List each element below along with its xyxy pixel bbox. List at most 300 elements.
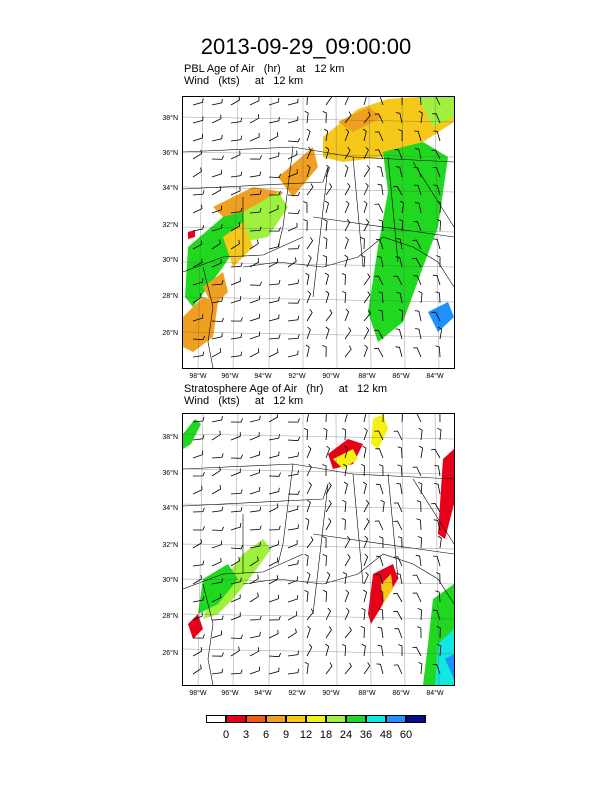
wind-barb: [231, 317, 243, 321]
wind-barb: [393, 521, 402, 530]
wind-barb: [342, 428, 346, 440]
lon-label: 90°W: [322, 373, 340, 380]
wind-barb: [269, 117, 279, 123]
colorbar-label: 12: [299, 729, 313, 741]
wind-barb: [288, 418, 300, 422]
wind-barb: [364, 292, 370, 304]
wind-barb: [345, 328, 351, 340]
wind-barb: [269, 349, 278, 358]
wind-barb: [231, 172, 242, 177]
wind-barb: [307, 644, 312, 656]
wind-barb: [269, 541, 278, 549]
lat-label: 30°N: [162, 577, 178, 584]
wind-barb: [376, 556, 383, 566]
wind-barb: [322, 465, 326, 477]
wind-barb: [250, 416, 260, 422]
wind-barb: [288, 595, 298, 602]
lat-label: 30°N: [162, 257, 178, 264]
wind-barb: [397, 483, 403, 494]
colorbar-swatch: [266, 715, 286, 723]
colorbar-swatch: [306, 715, 326, 723]
lon-label: 96°W: [221, 373, 239, 380]
wind-barb: [193, 665, 201, 674]
wind-barb: [305, 590, 309, 602]
wind-barb: [250, 282, 262, 286]
lat-label: 36°N: [162, 150, 178, 157]
wind-barb: [307, 446, 311, 458]
wind-barb: [364, 554, 368, 566]
wind-barb: [398, 645, 402, 657]
wind-barb: [212, 669, 223, 674]
stratosphere-age-map: [182, 413, 455, 686]
wind-barb: [193, 98, 203, 105]
lon-label: 98°W: [189, 373, 207, 380]
wind-barb: [231, 352, 242, 357]
wind-barb: [345, 536, 350, 548]
wind-barb: [307, 291, 311, 303]
wind-barb: [322, 537, 326, 549]
wind-barb: [378, 645, 383, 656]
wind-barb: [288, 116, 298, 123]
wind-barb: [345, 554, 350, 566]
lat-label: 32°N: [162, 542, 178, 549]
colorbar-label: 0: [222, 729, 230, 741]
wind-barb: [269, 557, 278, 566]
wind-barb: [304, 428, 308, 440]
lon-label: 92°W: [288, 373, 306, 380]
wind-barb: [288, 279, 299, 285]
wind-barb: [378, 627, 383, 638]
wind-barb: [415, 329, 421, 340]
wind-barb: [364, 518, 369, 530]
wind-barb: [363, 590, 366, 602]
wind-barb: [434, 483, 440, 494]
wind-barb: [375, 521, 383, 530]
wind-barb: [412, 647, 421, 656]
wind-barb: [269, 653, 281, 657]
lat-label: 32°N: [162, 222, 178, 229]
wind-barb: [413, 414, 421, 422]
wind-barb: [193, 486, 202, 494]
wind-barb: [364, 500, 369, 512]
wind-barb: [193, 134, 203, 141]
wind-barb: [345, 590, 349, 602]
wind-barb: [377, 167, 383, 177]
wind-barb: [250, 451, 260, 458]
wind-barb: [379, 465, 383, 476]
wind-barb: [250, 667, 260, 674]
lat-label: 28°N: [162, 613, 178, 620]
wind-barb: [250, 172, 261, 178]
wind-barb: [418, 536, 422, 548]
wind-barb: [416, 555, 421, 566]
colorbar-swatch: [346, 715, 366, 723]
strat-shading: [183, 414, 454, 685]
wind-barb: [393, 593, 402, 602]
lat-label: 28°N: [162, 293, 178, 300]
wind-barb: [326, 626, 332, 638]
lon-label: 90°W: [322, 690, 340, 697]
lat-label: 38°N: [162, 115, 178, 122]
lat-label: 36°N: [162, 470, 178, 477]
wind-barb: [231, 97, 240, 105]
wind-barb: [381, 500, 385, 512]
wind-barb: [269, 434, 280, 440]
wind-barb: [435, 465, 441, 476]
wind-barb: [364, 536, 368, 548]
wind-barb: [395, 329, 402, 339]
lon-label: 98°W: [189, 690, 207, 697]
wind-barb: [438, 536, 442, 548]
wind-barb: [250, 526, 261, 530]
wind-barb: [364, 327, 369, 339]
wind-barb: [436, 346, 441, 357]
lon-label: 94°W: [254, 690, 272, 697]
wind-barb: [364, 201, 367, 213]
colorbar-swatch: [206, 715, 226, 723]
colorbar-label: 48: [379, 729, 393, 741]
wind-barb: [307, 237, 313, 249]
wind-barb: [250, 647, 259, 656]
wind-barb: [288, 669, 299, 674]
wind-barb: [364, 572, 368, 584]
wind-barb: [433, 239, 440, 249]
page-title: 2013-09-29_09:00:00: [200, 34, 412, 59]
wind-barb: [269, 595, 279, 602]
wind-barb: [231, 296, 241, 303]
wind-barb: [342, 644, 346, 656]
colorbar-label: 60: [399, 729, 413, 741]
wind-barb: [212, 333, 222, 339]
wind-barb: [269, 174, 281, 178]
wind-barb: [212, 653, 224, 657]
wind-barb: [394, 629, 402, 638]
wind-barb: [345, 414, 348, 422]
wind-barb: [304, 97, 308, 105]
wind-barb: [326, 97, 332, 105]
wind-barb: [323, 590, 327, 602]
wind-barb: [250, 97, 259, 105]
wind-barb: [361, 626, 365, 638]
wind-barb: [345, 237, 348, 249]
wind-barb: [288, 611, 297, 620]
wind-barb: [419, 446, 423, 458]
wind-barb: [345, 608, 349, 620]
colorbar-swatch: [286, 715, 306, 723]
wind-barb: [364, 428, 367, 440]
wind-barb: [378, 184, 383, 195]
wind-barb: [288, 437, 300, 441]
wind-barb: [306, 518, 309, 530]
wind-barb: [288, 257, 296, 267]
wind-barb: [307, 609, 313, 620]
wind-barb: [364, 97, 367, 105]
wind-barb: [250, 469, 260, 476]
wind-barb: [399, 414, 403, 422]
wind-barb: [418, 662, 422, 674]
wind-barb: [231, 647, 239, 656]
wind-barb: [306, 345, 309, 357]
wind-barb: [231, 507, 242, 512]
wind-barb: [193, 526, 205, 530]
wind-barb: [269, 616, 280, 620]
lon-label: 84°W: [426, 690, 444, 697]
wind-barb: [326, 500, 331, 512]
wind-barb: [307, 309, 312, 321]
lon-label: 84°W: [426, 373, 444, 380]
wind-barb: [305, 554, 309, 566]
pbl-shading: [183, 97, 454, 352]
wind-barb: [415, 311, 421, 321]
lon-label: 88°W: [358, 690, 376, 697]
wind-barb: [193, 451, 203, 458]
wind-barb: [212, 541, 222, 548]
wind-barb: [269, 314, 279, 321]
wind-barb: [363, 414, 366, 422]
wind-barb: [362, 644, 366, 656]
wind-barb: [231, 635, 243, 639]
colorbar-swatch: [406, 715, 426, 723]
colorbar-swatch: [226, 715, 246, 723]
wind-barb: [363, 482, 366, 494]
wind-barb: [364, 345, 368, 357]
wind-barb: [250, 616, 261, 620]
wind-barb: [269, 452, 279, 459]
wind-barb: [212, 115, 221, 123]
wind-barb: [342, 273, 346, 285]
wind-barb: [212, 170, 222, 177]
wind-barb: [437, 428, 441, 440]
wind-barb: [397, 465, 402, 476]
lat-label: 34°N: [162, 185, 178, 192]
colorbar-swatch: [386, 715, 406, 723]
wind-barb: [342, 518, 346, 530]
panel1-wind-label: Wind (kts) at 12 km: [184, 75, 304, 87]
wind-barb: [288, 300, 300, 304]
wind-barb: [231, 151, 240, 159]
wind-barb: [231, 334, 242, 340]
wind-barb: [413, 348, 421, 357]
wind-barb: [269, 334, 280, 339]
wind-barb: [394, 503, 402, 512]
wind-barb: [342, 291, 346, 303]
wind-barb: [363, 446, 366, 458]
wind-barb: [345, 97, 349, 105]
wind-barb: [345, 201, 349, 213]
wind-barb: [288, 138, 300, 142]
wind-barb: [288, 335, 299, 340]
wind-barb: [379, 609, 383, 620]
colorbar-label: 24: [339, 729, 353, 741]
lon-label: 94°W: [254, 373, 272, 380]
wind-barb: [364, 663, 370, 675]
wind-barb: [307, 482, 312, 494]
wind-barb: [212, 527, 224, 531]
wind-barb: [417, 501, 421, 512]
wind-barb: [212, 99, 222, 105]
wind-barb: [231, 432, 240, 440]
wind-barb: [379, 537, 383, 548]
wind-barb: [433, 556, 440, 566]
wind-barb: [326, 327, 329, 339]
wind-barb: [288, 99, 298, 106]
wind-barb: [303, 202, 307, 214]
wind-barb: [250, 507, 261, 512]
wind-barb: [193, 205, 202, 213]
wind-barb: [374, 348, 383, 357]
wind-barb: [250, 314, 260, 321]
wind-barb: [250, 593, 258, 602]
wind-barb: [212, 467, 220, 476]
wind-barb: [288, 316, 299, 321]
wind-barb: [288, 540, 297, 548]
wind-barb: [342, 500, 346, 512]
wind-barb: [433, 275, 440, 285]
lat-label: 26°N: [162, 650, 178, 657]
wind-barb: [212, 631, 222, 638]
wind-barb: [193, 168, 201, 177]
wind-barb: [323, 111, 327, 123]
wind-barb: [288, 245, 299, 249]
wind-barb: [288, 351, 298, 357]
wind-barb: [307, 626, 310, 638]
wind-barb: [326, 183, 332, 195]
wind-barb: [436, 414, 440, 422]
wind-barb: [324, 428, 328, 440]
wind-barb: [394, 431, 402, 440]
wind-barb: [250, 432, 259, 440]
wind-barb: [326, 608, 331, 620]
wind-barb: [398, 447, 402, 458]
wind-barb: [344, 482, 347, 494]
wind-barb: [193, 472, 204, 476]
wind-barb: [269, 630, 278, 638]
wind-barb: [345, 346, 351, 357]
colorbar-swatch: [246, 715, 266, 723]
wind-barb: [364, 274, 370, 286]
wind-barb: [250, 332, 260, 339]
wind-barb: [193, 539, 202, 548]
wind-barb: [250, 155, 262, 159]
wind-barb: [288, 210, 300, 214]
wind-barb: [212, 416, 222, 422]
wind-barb: [417, 627, 421, 638]
wind-barb: [269, 414, 278, 422]
wind-barb: [250, 487, 260, 494]
wind-barb: [193, 561, 204, 566]
wind-barb: [212, 454, 223, 459]
wind-barb: [396, 347, 403, 357]
wind-barb: [394, 665, 402, 674]
wind-barb: [345, 663, 351, 674]
wind-barb: [364, 183, 368, 195]
wind-barb: [345, 627, 351, 638]
wind-barb: [193, 647, 202, 656]
wind-barb: [375, 204, 383, 213]
wind-barb: [326, 644, 329, 656]
wind-barb: [362, 608, 366, 620]
wind-barb: [413, 575, 421, 584]
wind-barb: [212, 431, 220, 440]
colorbar-label: 18: [319, 729, 333, 741]
lon-label: 86°W: [392, 373, 410, 380]
wind-barb: [376, 484, 383, 494]
wind-barb: [269, 473, 281, 477]
wind-barb: [306, 273, 309, 285]
wind-barb: [305, 414, 309, 422]
wind-barb: [231, 118, 242, 123]
lon-label: 96°W: [221, 690, 239, 697]
wind-barb: [431, 503, 440, 512]
wind-barb: [323, 255, 327, 267]
wind-barb: [413, 593, 421, 602]
wind-barb: [288, 525, 299, 531]
wind-barb: [231, 277, 240, 285]
colorbar-label: 6: [262, 729, 270, 741]
wind-barb: [323, 414, 327, 422]
lat-lon-grid: [183, 414, 454, 685]
wind-barb: [345, 219, 350, 231]
wind-barb: [288, 560, 298, 566]
colorbar-swatch: [326, 715, 346, 723]
lon-label: 86°W: [392, 690, 410, 697]
wind-barb: [193, 190, 204, 195]
wind-barb: [345, 165, 348, 177]
wind-barb: [269, 297, 279, 303]
colorbar-label: 9: [282, 729, 290, 741]
wind-barb: [288, 223, 297, 231]
colorbar-label: 36: [359, 729, 373, 741]
wind-barb: [326, 663, 332, 674]
wind-barb: [417, 519, 422, 530]
wind-barb: [231, 418, 243, 422]
wind-barb: [250, 348, 259, 357]
wind-barb: [231, 455, 243, 459]
panel2-field-label: Stratosphere Age of Air (hr) at 12 km: [184, 383, 387, 395]
wind-barb: [231, 670, 242, 675]
wind-barb: [212, 507, 223, 512]
wind-barb: [269, 280, 280, 285]
wind-barb: [231, 136, 242, 141]
wind-barb: [307, 500, 310, 512]
lat-label: 38°N: [162, 434, 178, 441]
wind-barb: [324, 219, 328, 231]
panel2-wind-label: Wind (kts) at 12 km: [184, 395, 304, 407]
wind-barb: [250, 632, 260, 638]
wind-barb: [212, 135, 222, 141]
wind-barb: [212, 485, 221, 494]
wind-barb: [288, 629, 296, 638]
wind-barb: [288, 651, 299, 656]
wind-barb: [323, 554, 327, 566]
wind-barb: [288, 505, 298, 512]
wind-barb: [269, 98, 279, 105]
wind-barb: [193, 508, 204, 512]
wind-barb: [326, 291, 329, 303]
wind-barb: [212, 616, 223, 620]
wind-barb: [212, 156, 224, 160]
wind-barb: [375, 449, 383, 458]
wind-barb: [231, 545, 243, 549]
wind-barb: [212, 348, 221, 357]
wind-barb: [326, 518, 331, 530]
wind-barb: [269, 667, 279, 674]
wind-barb: [269, 132, 278, 141]
wind-barb: [324, 237, 328, 249]
colorbar-label: 3: [242, 729, 250, 741]
wind-barb: [307, 464, 311, 476]
wind-barbs: [193, 414, 441, 674]
